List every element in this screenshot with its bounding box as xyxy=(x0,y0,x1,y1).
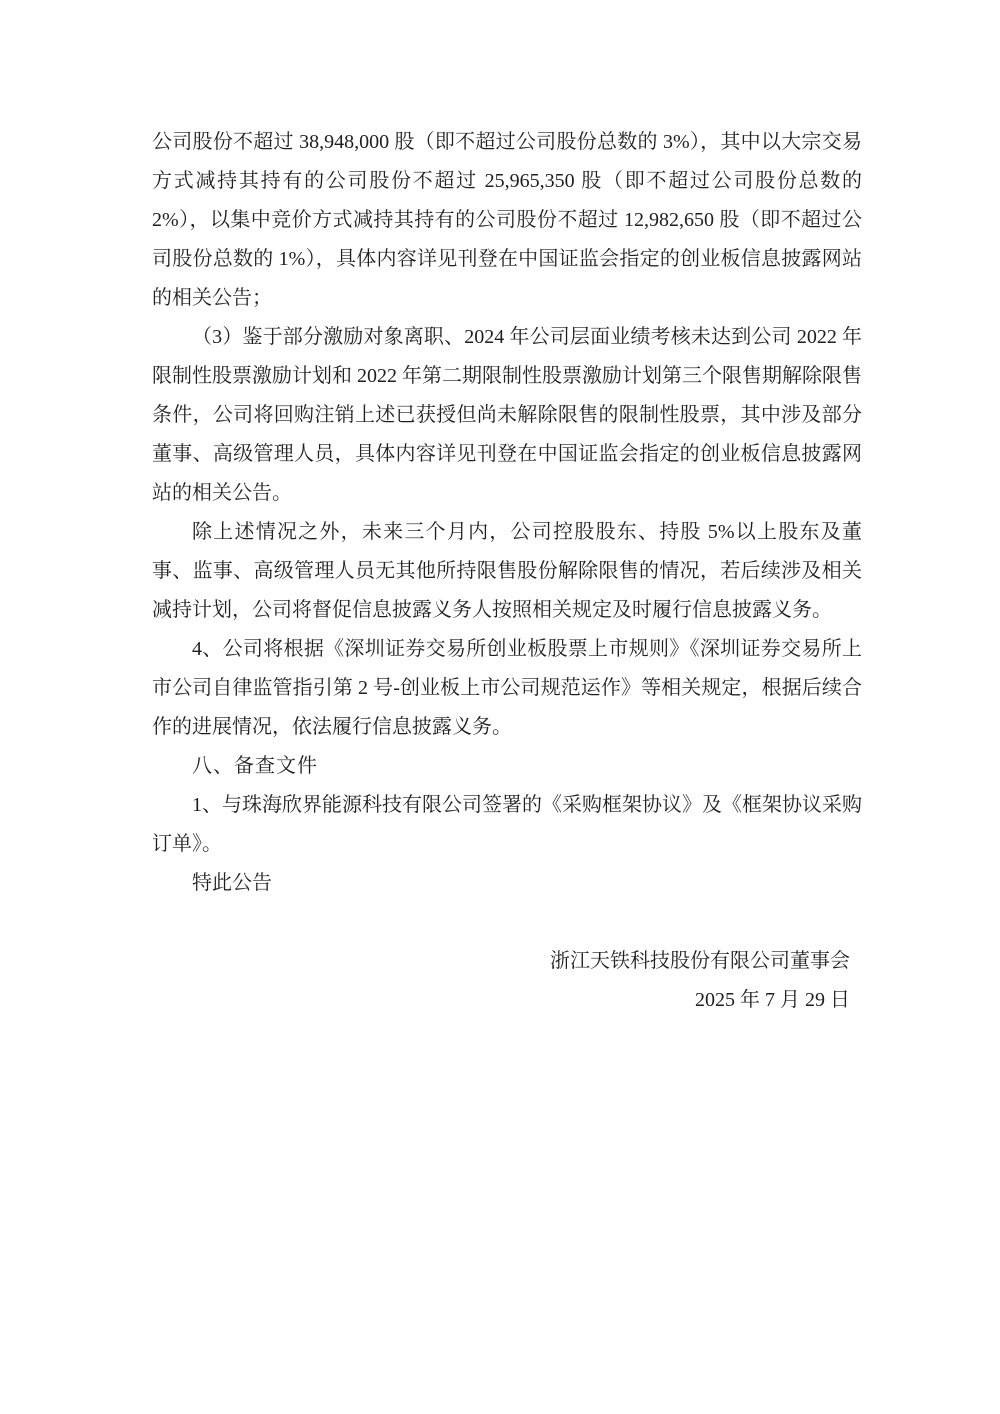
paragraph-share-reduction-limits: 公司股份不超过 38,948,000 股（即不超过公司股份总数的 3%），其中以大宗交易方式减持其持有的公司股份不超过 25,965,350 股（即不超过公司股份总数的 2%），以集中竞价方式减持其持有的公司股份不超过 12,982,650 股（即不超过公司股份总数的 1%），具体内容详见刊登在中国证监会指定的创业板信息披露网站的相关公告； xyxy=(152,131,862,309)
paragraph-no-other-unlock-situations: 除上述情况之外，未来三个月内，公司控股股东、持股 5%以上股东及董事、监事、高级管理人员无其他所持限售股份解除限售的情况，若后续涉及相关减持计划，公司将督促信息披露义务人按照相关规定及时履行信息披露义务。 xyxy=(152,521,862,621)
paragraph-reference-document-item: 1、与珠海欣界能源科技有限公司签署的《采购框架协议》及《框架协议采购订单》。 xyxy=(152,794,862,855)
signature-date: 2025 年 7 月 29 日 xyxy=(695,989,850,1011)
paragraph-announcement-closing: 特此公告 xyxy=(192,872,272,894)
signature-company: 浙江天铁科技股份有限公司董事会 xyxy=(550,950,850,972)
blank-line xyxy=(152,903,862,942)
signature-block xyxy=(152,942,862,1020)
section-heading-reference-documents: 八、备查文件 xyxy=(192,755,318,777)
paragraph-incentive-stock-repurchase: （3）鉴于部分激励对象离职、2024 年公司层面业绩考核未达到公司 2022 年限制性股票激励计划和 2022 年第二期限制性股票激励计划第三个限售期解除限售条件，公司将回购注销上述已获授但尚未解除限售的限制性股票，其中涉及部分董事、高级管理人员，具体内容详见刊登在中国证监会指定的创业板信息披露网站的相关公告。 xyxy=(152,326,862,504)
paragraph-disclosure-obligation: 4、公司将根据《深圳证券交易所创业板股票上市规则》《深圳证券交易所上市公司自律监管指引第 2 号-创业板上市公司规范运作》等相关规定，根据后续合作的进展情况，依法履行信息披露义务。 xyxy=(152,638,862,738)
